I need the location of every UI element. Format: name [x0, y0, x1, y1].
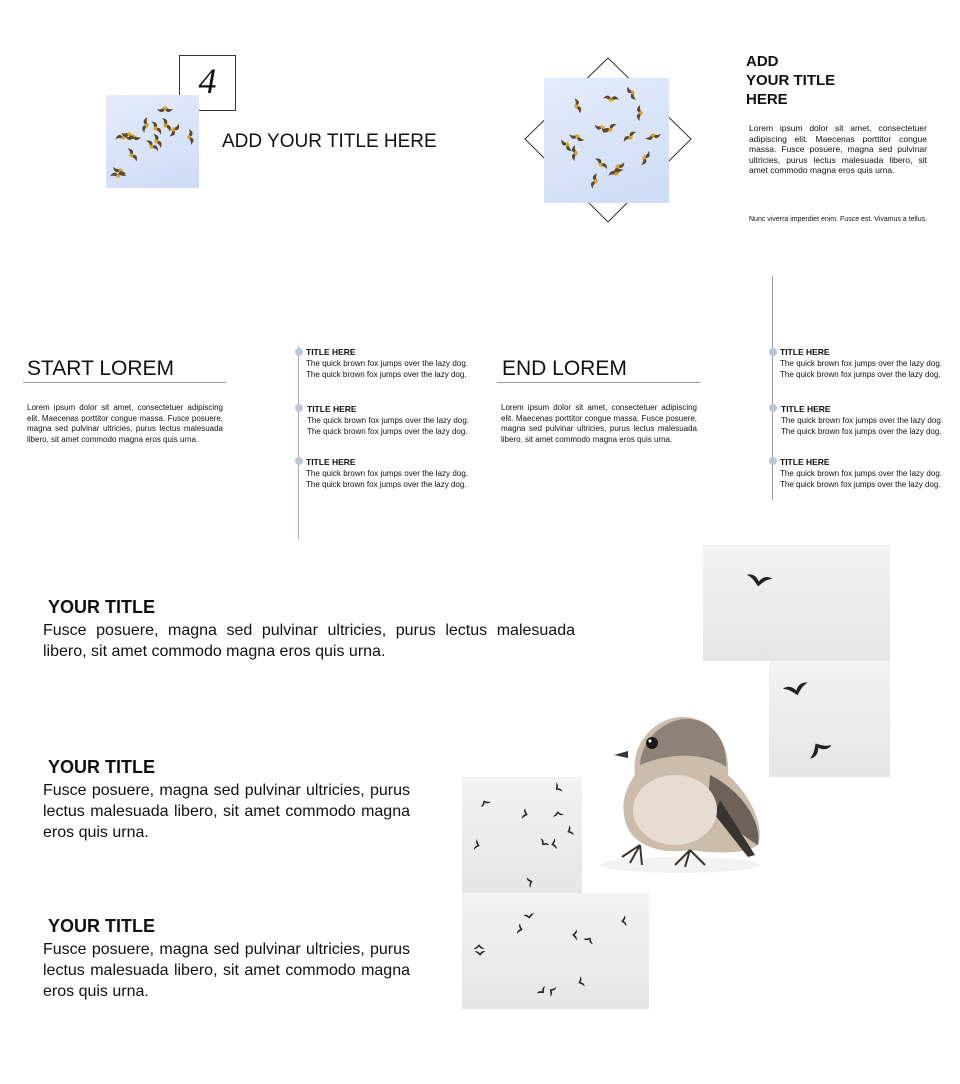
timeline-dot: [769, 348, 777, 356]
timeline-item: [780, 347, 942, 380]
timeline-dot: [295, 348, 303, 356]
text-item: [43, 916, 410, 1002]
timeline-line: [298, 346, 299, 539]
slide-2: [480, 0, 960, 260]
item-text: Fusce posuere, magna sed pulvinar ultricies, purus lectus malesuada libero, sit amet commodo magna eros quis urna.: [43, 782, 410, 841]
collage-photo-bottom: [462, 893, 649, 1009]
timeline-item-title: TITLE HERE: [781, 404, 831, 414]
timeline-dot: [769, 404, 777, 412]
timeline-item: [781, 404, 943, 437]
timeline-item-text: The quick brown fox jumps over the lazy dog. The quick brown fox jumps over the lazy dog.: [780, 469, 942, 489]
footnote: Nunc viverra imperdiet enim. Fusce est. Vivamus a tellus.: [749, 216, 928, 223]
timeline-item: [306, 457, 468, 490]
right-body: Lorem ipsum dolor sit amet, consectetuer adipiscing elit. Maecenas porttitor congue massa. Fusce posuere, magna sed pulvinar ultricies, purus lectus malesuada libero, sit amet commodo magna eros quis urna.: [501, 403, 697, 444]
collage-photo-bottom-left: [462, 777, 582, 893]
birds-photo: [106, 95, 199, 188]
timeline-item-text: The quick brown fox jumps over the lazy dog. The quick brown fox jumps over the lazy dog.: [780, 359, 942, 379]
timeline-item-title: TITLE HERE: [306, 457, 356, 467]
timeline-dot: [295, 404, 303, 412]
end-title: END LOREM: [502, 357, 627, 380]
timeline-item: [307, 404, 469, 437]
timeline-item: [306, 347, 468, 380]
timeline-item: [780, 457, 942, 490]
item-title: YOUR TITLE: [48, 597, 155, 617]
text-item: [43, 757, 410, 843]
slide-title: ADD YOUR TITLE HERE: [222, 131, 437, 152]
timeline-item-title: TITLE HERE: [780, 457, 830, 467]
timeline-item-text: The quick brown fox jumps over the lazy dog. The quick brown fox jumps over the lazy dog.: [781, 416, 943, 436]
collage-photo-right: [769, 661, 890, 777]
title-line-1: ADD: [746, 53, 779, 70]
timeline-dot: [295, 457, 303, 465]
text-item: [43, 597, 575, 662]
item-title: YOUR TITLE: [48, 916, 155, 936]
title-line-2: YOUR TITLE: [746, 72, 836, 89]
slide-title: [746, 52, 835, 109]
timeline-line: [772, 276, 773, 500]
slide-4: [0, 540, 960, 1084]
slide-number: 4: [198, 61, 217, 101]
slide-1: [0, 0, 480, 260]
divider: [23, 382, 226, 383]
body-text: Lorem ipsum dolor sit amet, consectetuer adipiscing elit. Maecenas porttitor congue massa. Fusce posuere, magna sed pulvinar ultricies, purus lectus malesuada libero, sit amet commodo magna eros quis urna.: [749, 123, 927, 175]
birds-photo: [544, 78, 669, 203]
item-title: YOUR TITLE: [48, 757, 155, 777]
timeline-item-title: TITLE HERE: [780, 347, 830, 357]
collage-photo-top: [703, 545, 890, 661]
timeline-item-text: The quick brown fox jumps over the lazy dog. The quick brown fox jumps over the lazy dog.: [307, 416, 469, 436]
item-text: Fusce posuere, magna sed pulvinar ultricies, purus lectus malesuada libero, sit amet commodo magna eros quis urna.: [43, 941, 410, 1000]
timeline-item-title: TITLE HERE: [307, 404, 357, 414]
divider: [497, 382, 700, 383]
start-title: START LOREM: [27, 357, 175, 380]
timeline-item-title: TITLE HERE: [306, 347, 356, 357]
title-line-3: HERE: [746, 91, 788, 108]
sparrow-image: [580, 705, 780, 875]
timeline-item-text: The quick brown fox jumps over the lazy dog. The quick brown fox jumps over the lazy dog.: [306, 359, 468, 379]
item-text: Fusce posuere, magna sed pulvinar ultricies, purus lectus malesuada libero, sit amet commodo magna eros quis urna.: [43, 622, 575, 660]
slide-3: [0, 270, 960, 540]
timeline-item-text: The quick brown fox jumps over the lazy dog. The quick brown fox jumps over the lazy dog.: [306, 469, 468, 489]
left-body: Lorem ipsum dolor sit amet, consectetuer adipiscing elit. Maecenas porttitor congue massa. Fusce posuere, magna sed pulvinar ultricies, purus lectus malesuada libero, sit amet commodo magna eros quis urna.: [27, 403, 223, 444]
timeline-dot: [769, 457, 777, 465]
